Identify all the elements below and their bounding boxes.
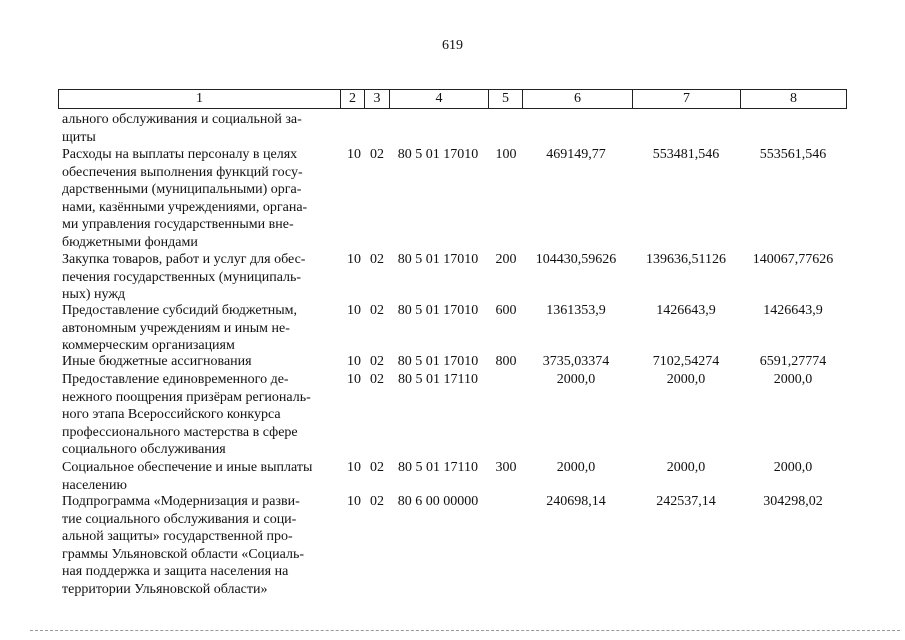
cell-amount-6: 1361353,9 xyxy=(546,303,606,318)
cell-section: 10 xyxy=(347,147,361,162)
header-col-8: 8 xyxy=(740,89,847,109)
cell-amount-8: 553561,546 xyxy=(759,147,827,162)
header-col-1: 1 xyxy=(58,89,340,109)
desc-line: ных) нужд xyxy=(62,287,126,302)
cell-amount-7: 139636,51126 xyxy=(646,252,726,267)
header-col-5: 5 xyxy=(488,89,522,109)
cell-amount-7: 1426643,9 xyxy=(656,303,716,318)
desc-line: тие социального обслуживания и соци- xyxy=(62,511,297,527)
cell-subsection: 02 xyxy=(370,494,384,509)
row-description xyxy=(62,371,334,459)
cell-subsection: 02 xyxy=(370,147,384,162)
desc-line: дарственными (муниципальными) орга- xyxy=(62,182,302,197)
header-col-2: 2 xyxy=(340,89,364,109)
cell-amount-6: 240698,14 xyxy=(546,494,606,509)
row-description xyxy=(62,146,334,251)
cell-target-code: 80 5 01 17110 xyxy=(398,372,478,387)
cell-amount-8: 140067,77626 xyxy=(752,252,834,267)
cell-target-code: 80 5 01 17010 xyxy=(397,147,479,162)
cell-expense-type: 800 xyxy=(495,354,517,369)
cell-amount-7: 2000,0 xyxy=(666,372,706,387)
desc-line: Закупка товаров, работ и услуг для обес- xyxy=(62,252,306,267)
cell-expense-type: 300 xyxy=(495,460,517,475)
desc-line: щиты xyxy=(62,129,96,145)
header-col-3: 3 xyxy=(364,89,389,109)
cell-section: 10 xyxy=(347,494,361,509)
cell-amount-7: 2000,0 xyxy=(666,460,706,475)
desc-line: Подпрограмма «Модернизация и разви- xyxy=(62,494,300,509)
cell-amount-6: 2000,0 xyxy=(556,372,596,387)
desc-line: Расходы на выплаты персоналу в целях xyxy=(62,147,298,162)
cell-section: 10 xyxy=(347,460,361,475)
desc-line: социального обслуживания xyxy=(62,442,226,457)
desc-line: ального обслуживания и социальной за- xyxy=(62,112,302,127)
header-col-6: 6 xyxy=(522,89,632,109)
cell-amount-8: 1426643,9 xyxy=(763,303,823,318)
row-description xyxy=(62,493,334,598)
cell-amount-7: 553481,546 xyxy=(652,147,720,162)
cell-target-code: 80 5 01 17010 xyxy=(397,252,479,267)
cell-section: 10 xyxy=(347,303,361,318)
desc-line: Предоставление единовременного де- xyxy=(62,372,289,387)
cell-subsection: 02 xyxy=(370,303,384,318)
header-col-7: 7 xyxy=(632,89,740,109)
cell-amount-8: 304298,02 xyxy=(763,494,823,509)
desc-line: населению xyxy=(62,477,127,493)
cell-section: 10 xyxy=(347,354,361,369)
cell-amount-8: 6591,27774 xyxy=(759,354,827,369)
header-col-4: 4 xyxy=(389,89,488,109)
desc-line: коммерческим организациям xyxy=(62,338,235,353)
page-number: 619 xyxy=(442,38,463,53)
desc-line: ми управления государственными вне- xyxy=(62,217,294,232)
cell-expense-type: 600 xyxy=(495,303,517,318)
desc-line: граммы Ульяновской области «Социаль- xyxy=(62,546,305,562)
cell-amount-7: 242537,14 xyxy=(656,494,716,509)
row-description xyxy=(62,353,334,371)
desc-line: печения государственных (муниципаль- xyxy=(62,269,302,285)
cell-expense-type: 200 xyxy=(495,252,517,267)
cell-subsection: 02 xyxy=(370,354,384,369)
desc-line: альной защиты» государственной про- xyxy=(62,529,293,544)
desc-line: ного этапа Всероссийского конкурса xyxy=(62,407,281,422)
desc-line: нами, казёнными учреждениями, органа- xyxy=(62,199,308,215)
cell-amount-6: 104430,59626 xyxy=(535,252,617,267)
cell-subsection: 02 xyxy=(370,372,384,387)
row-description xyxy=(62,459,334,494)
row-description xyxy=(62,302,334,355)
desc-line: обеспечения выполнения функций госу- xyxy=(62,164,303,180)
desc-line: автономным учреждениям и иным не- xyxy=(62,320,290,336)
cell-subsection: 02 xyxy=(370,252,384,267)
cell-amount-8: 2000,0 xyxy=(773,372,813,387)
cell-amount-6: 2000,0 xyxy=(556,460,596,475)
cell-section: 10 xyxy=(347,252,361,267)
cell-expense-type: 100 xyxy=(495,147,517,162)
cell-amount-6: 469149,77 xyxy=(546,147,606,162)
desc-line: профессионального мастерства в сфере xyxy=(62,424,298,440)
desc-line: нежного поощрения призёрам региональ- xyxy=(62,389,311,405)
desc-line: Предоставление субсидий бюджетным, xyxy=(62,303,298,318)
cell-amount-7: 7102,54274 xyxy=(652,354,720,369)
row-description xyxy=(62,111,334,146)
desc-line: Иные бюджетные ассигнования xyxy=(62,354,252,369)
cell-amount-6: 3735,03374 xyxy=(542,354,610,369)
cell-subsection: 02 xyxy=(370,460,384,475)
cell-target-code: 80 6 00 00000 xyxy=(397,494,479,509)
desc-line: ная поддержка и защита населения на xyxy=(62,564,289,579)
cell-section: 10 xyxy=(347,372,361,387)
cell-target-code: 80 5 01 17110 xyxy=(398,460,478,475)
cell-amount-8: 2000,0 xyxy=(773,460,813,475)
desc-line: Социальное обеспечение и иные выплаты xyxy=(62,460,313,475)
desc-line: бюджетными фондами xyxy=(62,234,198,250)
cell-target-code: 80 5 01 17010 xyxy=(397,303,479,318)
page-bottom-rule xyxy=(30,630,900,631)
row-description xyxy=(62,251,334,304)
desc-line: территории Ульяновской области» xyxy=(62,581,268,597)
cell-target-code: 80 5 01 17010 xyxy=(397,354,479,369)
